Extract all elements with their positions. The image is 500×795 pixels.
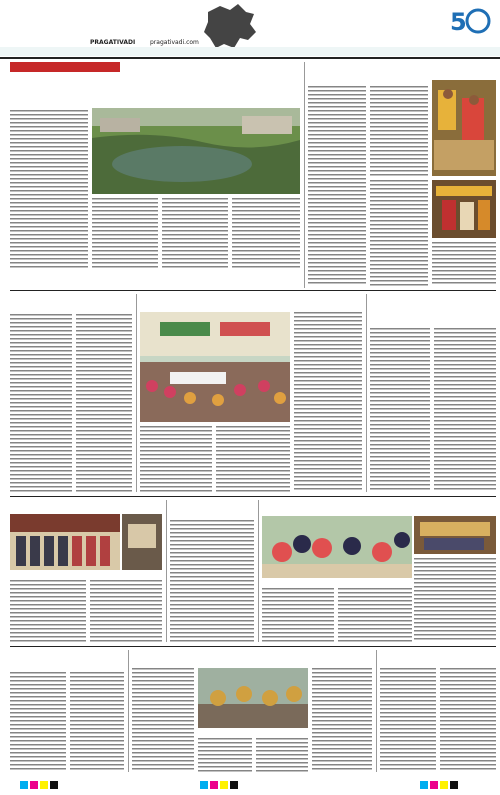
story-6-body-col1 [10,580,86,642]
story-10-body-col4 [312,668,372,772]
story-8-body-col1 [262,588,334,642]
story-3-body-col2 [76,314,132,492]
section-rule-3 [10,646,496,647]
registration-marks [0,776,500,788]
story-2-photo-ritual [432,180,496,238]
story-1-photo-pond [92,108,300,194]
story-10-body-col3 [256,738,308,772]
svg-text:5: 5 [450,8,467,36]
story-9-body-col2 [70,672,124,772]
masthead [0,0,500,57]
story-10-body-col1 [132,668,194,772]
story-6-photo-meeting [122,514,162,570]
col-divider-lower-1 [166,500,167,642]
story-3-body-col1 [10,314,72,492]
story-1-kicker-box [10,62,120,72]
story-2-photo-yajna [432,80,496,176]
dateline-bar [0,47,500,56]
story-7-body [170,520,254,642]
website: pragativadi.com [150,39,199,46]
col-divider-bottom-2 [376,650,377,772]
story-4-body-col2 [216,426,290,492]
story-6-body-col2 [90,580,162,642]
story-1-body-col4 [232,198,300,270]
story-5-body-col1 [370,328,430,492]
story-8-photo-stage [414,516,496,554]
story-9-body-col1 [10,672,66,772]
story-2-body-col2 [370,86,428,176]
story-4-body-col3 [294,312,362,492]
section-rule-1 [10,290,496,291]
district-map-graphic [200,2,260,52]
col-divider-bottom-1 [128,650,129,772]
col-divider-mid-right [366,294,367,492]
story-10-body-col2 [198,738,252,772]
story-8-photo-children [262,516,412,578]
story-8-body-col3 [414,558,496,642]
story-10-photo-road [198,668,308,728]
story-1-body-col3 [162,198,228,270]
story-2-body-col3 [370,180,428,286]
story-8-body-col2 [338,588,412,642]
story-5-body-col2 [434,328,496,492]
story-1-body-col2 [92,198,158,270]
masthead-rule [0,57,500,59]
brand-logo [8,10,178,42]
story-6-photo-group [10,514,120,570]
story-4-body-col1 [140,426,212,492]
col-divider-mid-left [136,294,137,492]
col-divider-top [304,62,305,288]
story-2-body-col4 [432,242,496,286]
anniversary-emblem [448,4,492,38]
section-rule-2 [10,496,496,497]
brand-tag: PRAGATIVADI [90,39,136,46]
story-2-body-col1 [308,86,366,286]
story-4-photo-rally [140,312,290,422]
col-divider-lower-2 [258,500,259,642]
story-1-body-col1 [10,110,88,270]
story-11-body-col2 [440,668,496,772]
story-11-body-col1 [380,668,436,772]
